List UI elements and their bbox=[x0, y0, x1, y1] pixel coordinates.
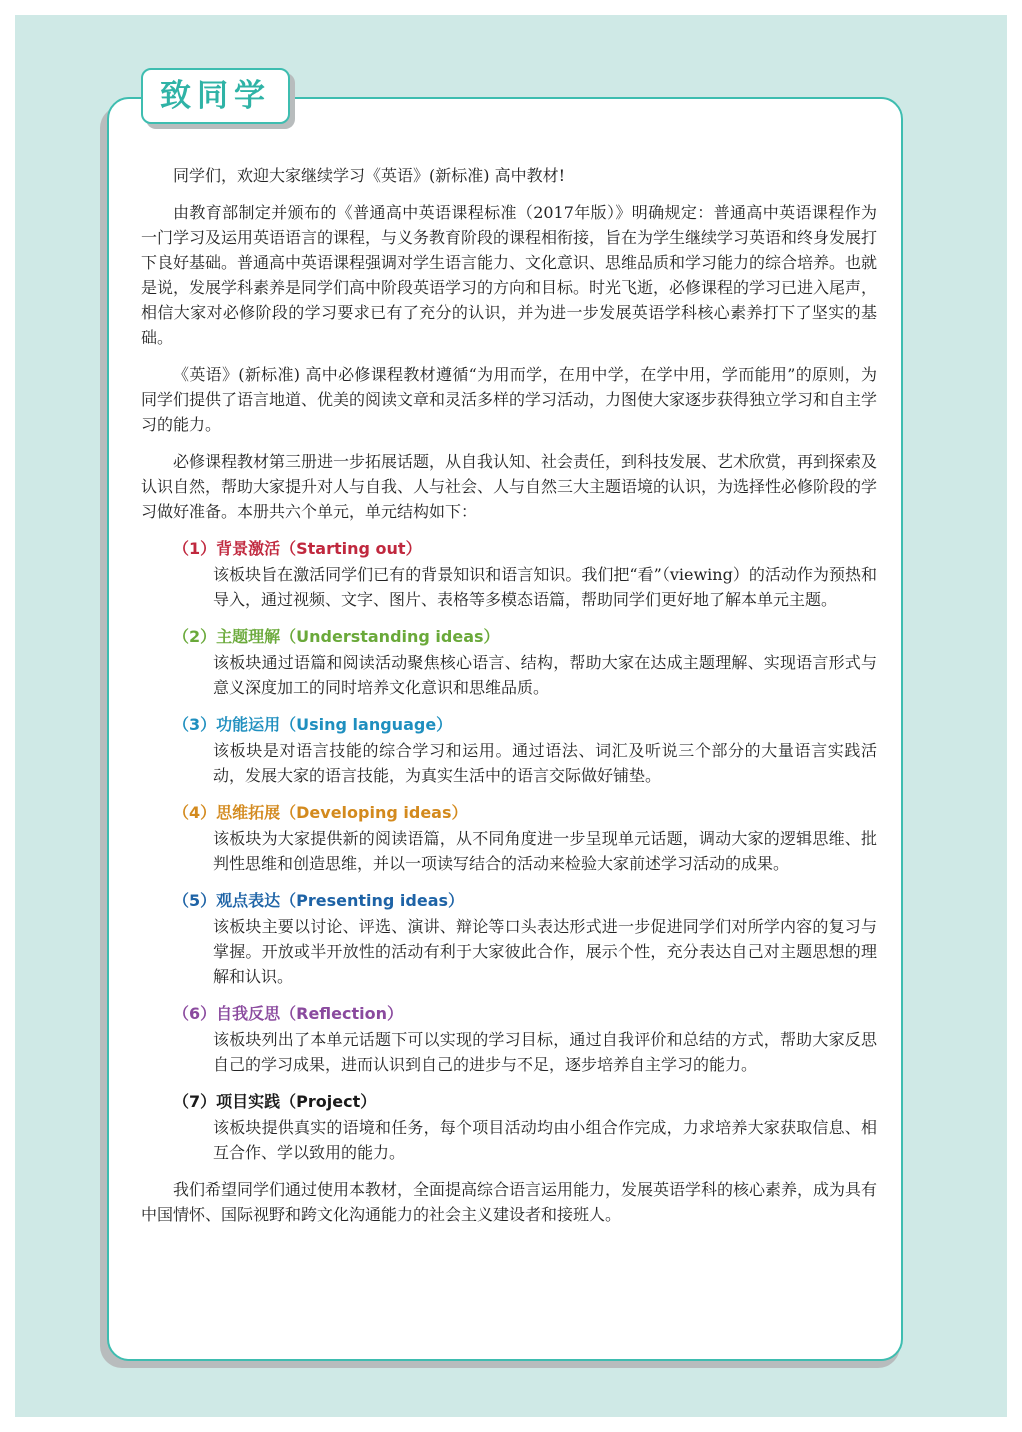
section-presenting-ideas bbox=[141, 888, 877, 989]
section-body: 该板块旨在激活同学们已有的背景知识和语言知识。我们把“看”（viewing）的活动作为预热和导入，通过视频、文字、图片、表格等多模态语篇，帮助同学们更好地了解本单元主题。 bbox=[213, 565, 877, 609]
section-heading: （2）主题理解（Understanding ideas） bbox=[173, 627, 500, 646]
section-body: 该板块主要以讨论、评选、演讲、辩论等口头表达形式进一步促进同学们对所学内容的复习与掌握。开放或半开放性的活动有利于大家彼此合作，展示个性，充分表达自己对主题思想的理解和认识。 bbox=[213, 917, 877, 986]
closing-paragraph: 我们希望同学们通过使用本教材，全面提高综合语言运用能力，发展英语学科的核心素养，成为具有中国情怀、国际视野和跨文化沟通能力的社会主义建设者和接班人。 bbox=[141, 1180, 878, 1224]
title-box bbox=[141, 68, 290, 124]
section-starting-out bbox=[141, 536, 877, 612]
section-heading: （1）背景激活（Starting out） bbox=[173, 539, 422, 558]
letter-body bbox=[141, 163, 877, 1239]
section-body: 该板块提供真实的语境和任务，每个项目活动均由小组合作完成，力求培养大家获取信息、相互合作、学以致用的能力。 bbox=[213, 1118, 877, 1162]
section-body: 该板块通过语篇和阅读活动聚焦核心语言、结构，帮助大家在达成主题理解、实现语言形式与意义深度加工的同时培养文化意识和思维品质。 bbox=[213, 653, 877, 697]
section-body: 该板块是对语言技能的综合学习和运用。通过语法、词汇及听说三个部分的大量语言实践活动，发展大家的语言技能，为真实生活中的语言交际做好铺垫。 bbox=[213, 741, 877, 785]
section-body: 该板块为大家提供新的阅读语篇，从不同角度进一步呈现单元话题，调动大家的逻辑思维、批判性思维和创造思维，并以一项读写结合的活动来检验大家前述学习活动的成果。 bbox=[213, 829, 877, 873]
section-reflection bbox=[141, 1001, 877, 1077]
section-heading: （3）功能运用（Using language） bbox=[173, 715, 453, 734]
section-using-language bbox=[141, 712, 877, 788]
section-heading: （6）自我反思（Reflection） bbox=[173, 1004, 404, 1023]
curriculum-paragraph: 由教育部制定并颁布的《普通高中英语课程标准（2017年版）》明确规定：普通高中英语课程作为一门学习及运用英语语言的课程，与义务教育阶段的课程相衔接，旨在为学生继续学习英语和终身发展打下良好基础。普通高中英语课程强调对学生语言能力、文化意识、思维品质和学习能力的综合培养。也就是说，发展学科素养是同学们高中阶段英语学习的方向和目标。时光飞逝，必修课程的学习已进入尾声，相信大家对必修阶段的学习要求已有了充分的认识，并为进一步发展英语学科核心素养打下了坚实的基础。 bbox=[141, 203, 878, 347]
section-project bbox=[141, 1089, 877, 1165]
textbook-paragraph: 《英语》(新标准) 高中必修课程教材遵循“为用而学，在用中学，在学中用，学而能用”的原则，为同学们提供了语言地道、优美的阅读文章和灵活多样的学习活动，力图使大家逐步获得独立学习和自主学习的能力。 bbox=[141, 365, 878, 434]
section-understanding-ideas bbox=[141, 624, 877, 700]
intro-paragraph: 同学们，欢迎大家继续学习《英语》(新标准) 高中教材! bbox=[173, 166, 566, 185]
section-developing-ideas bbox=[141, 800, 877, 876]
page-title: 致同学 bbox=[160, 77, 271, 114]
section-heading: （5）观点表达（Presenting ideas） bbox=[173, 891, 465, 910]
section-body: 该板块列出了本单元话题下可以实现的学习目标，通过自我评价和总结的方式，帮助大家反思自己的学习成果，进而认识到自己的进步与不足，逐步培养自主学习的能力。 bbox=[213, 1030, 877, 1074]
volume-paragraph: 必修课程教材第三册进一步拓展话题，从自我认知、社会责任，到科技发展、艺术欣赏，再到探索及认识自然，帮助大家提升对人与自我、人与社会、人与自然三大主题语境的认识，为选择性必修阶段的学习做好准备。本册共六个单元，单元结构如下： bbox=[141, 452, 878, 521]
section-heading: （4）思维拓展（Developing ideas） bbox=[173, 803, 468, 822]
section-heading: （7）项目实践（Project） bbox=[173, 1092, 377, 1111]
